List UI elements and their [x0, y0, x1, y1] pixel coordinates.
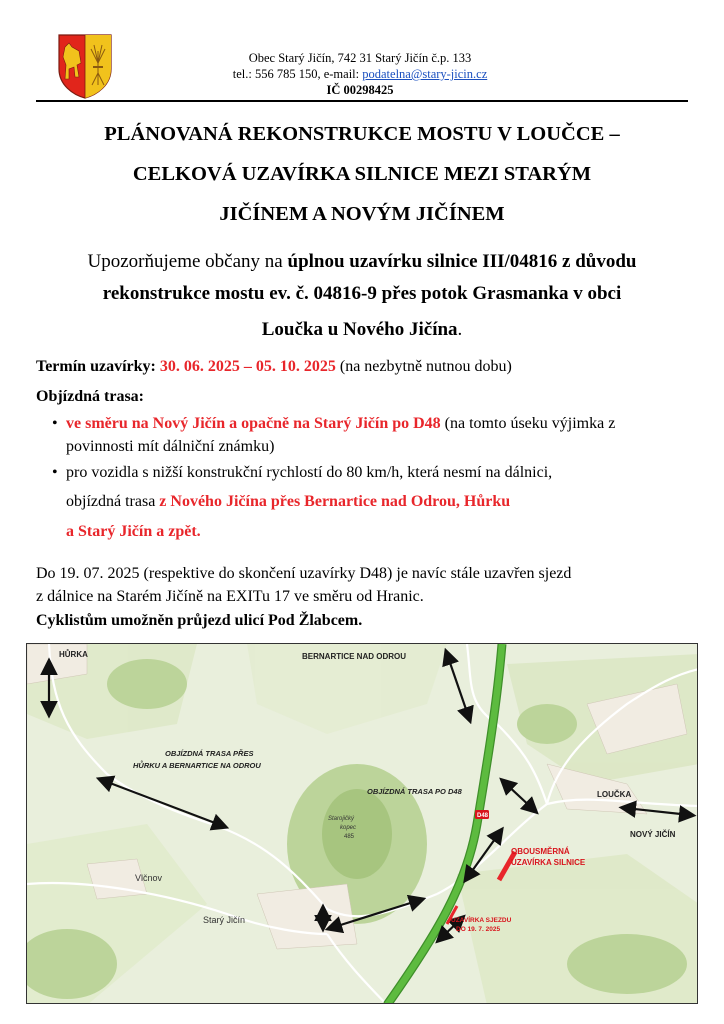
label-loucka: LOUČKA: [597, 790, 632, 799]
term-note: (na nezbytně nutnou dobu): [339, 358, 512, 375]
label-closure-1: OBOUSMĚRNÁ: [511, 847, 570, 856]
bullet-dot-icon: •: [52, 415, 58, 432]
title-line-2: CELKOVÁ UZAVÍRKA SILNICE MEZI STARÝM: [132, 163, 592, 185]
bullet-1-rest-a: (na tomto úseku: [444, 415, 548, 432]
label-stary-jicin: Starý Jičín: [203, 915, 246, 925]
list-item: [36, 412, 676, 458]
header-email-link[interactable]: podatelna@stary-jicin.cz: [362, 67, 488, 81]
bullet-dot-icon: •: [52, 464, 58, 481]
municipal-crest-icon: [57, 33, 113, 99]
label-detour-hb-2: HŮRKU A BERNARTICE NA ODROU: [133, 761, 261, 770]
title-line-3: JIČÍNEM A NOVÝM JIČÍNEM: [219, 203, 505, 225]
label-novy-jicin: NOVÝ JIČÍN: [630, 830, 676, 839]
list-item: [36, 461, 676, 544]
intro-end: .: [457, 319, 463, 340]
label-hill-3: 485: [344, 834, 355, 840]
note-line-1: Do 19. 07. 2025 (respektive do skončení uzavírky D48) je navíc stále uzavřen sjezd: [36, 565, 572, 582]
closure-term: [36, 356, 696, 378]
label-detour-d48: OBJÍZDNÁ TRASA PO D48: [367, 787, 462, 796]
bullet-2-red: z Nového Jičína přes Bernartice nad Odrou, Hůrku: [159, 493, 511, 510]
intro-paragraph: [30, 246, 694, 346]
map-canvas: [27, 644, 698, 1004]
label-vlcnov: Vlčnov: [135, 873, 163, 883]
bullet-2-line-1: pro vozidla s nižší konstrukční rychlostí do 80 km/h, která nesmí na dálnici,: [66, 464, 553, 481]
detour-list: [36, 412, 676, 544]
label-bernartice: BERNARTICE NAD ODROU: [302, 652, 406, 661]
bullet-1-red: ve směru na Nový Jičín a opačně na Starý Jičín po D48: [66, 415, 441, 432]
label-exit-1: UZAVÍRKA SJEZDU: [451, 917, 512, 924]
term-label: Termín uzavírky:: [36, 358, 156, 375]
label-closure-2: UZAVÍRKA SILNICE: [511, 858, 586, 867]
bullet-2-plain: objízdná trasa: [66, 493, 160, 510]
bullet-1-rest-b: výjimka z povinnosti mít dálniční známku): [66, 415, 616, 455]
header-phone: tel.: 556 785 150, e-mail:: [232, 67, 363, 81]
d48-shield-label: D48: [477, 813, 489, 819]
intro-line-3: [30, 314, 694, 346]
header-address: Obec Starý Jičín, 742 31 Starý Jičín č.p. 133: [248, 51, 472, 65]
detour-heading: Objízdná trasa:: [36, 388, 144, 405]
intro-line-1: [30, 246, 694, 278]
bullet-2-line-3: a Starý Jičín a zpět.: [66, 523, 201, 540]
label-exit-2: DO 19. 7. 2025: [456, 926, 501, 933]
bullet-2-line-2: [66, 484, 676, 520]
detour-map: [26, 643, 698, 1004]
term-dates: 30. 06. 2025 – 05. 10. 2025: [159, 358, 336, 375]
cyclists-note: Cyklistům umožněn průjezd ulicí Pod Žlabcem.: [36, 612, 363, 629]
label-hurka: HŮRKA: [59, 650, 88, 659]
intro-bold-2: rekonstrukce mostu ev. č. 04816-9 přes potok Grasmanka v obci: [102, 283, 622, 304]
label-hill-2: kopec: [340, 825, 357, 831]
label-hill-1: Starojičký: [328, 816, 355, 822]
header-contact: [150, 50, 570, 98]
exit-closure-note: [36, 562, 696, 608]
intro-bold-1: úplnou uzavírku silnice III/04816 z důvodu: [287, 251, 637, 272]
intro-bold-3: Loučka u Nového Jičína: [261, 319, 458, 340]
label-detour-hb-1: OBJÍZDNÁ TRASA PŘES: [165, 749, 254, 758]
header-divider: [36, 100, 688, 102]
header-contact-line: [150, 66, 570, 82]
page-title: [30, 114, 694, 234]
hill-forest: [322, 789, 392, 879]
note-line-2: z dálnice na Starém Jičíně na EXITu 17 ve směru od Hranic.: [36, 588, 424, 605]
intro-line-2: [30, 278, 694, 310]
header-ic: IČ 00298425: [326, 83, 394, 97]
intro-plain: Upozorňujeme občany na: [87, 251, 288, 272]
title-line-1: PLÁNOVANÁ REKONSTRUKCE MOSTU V LOUČCE –: [104, 123, 620, 145]
